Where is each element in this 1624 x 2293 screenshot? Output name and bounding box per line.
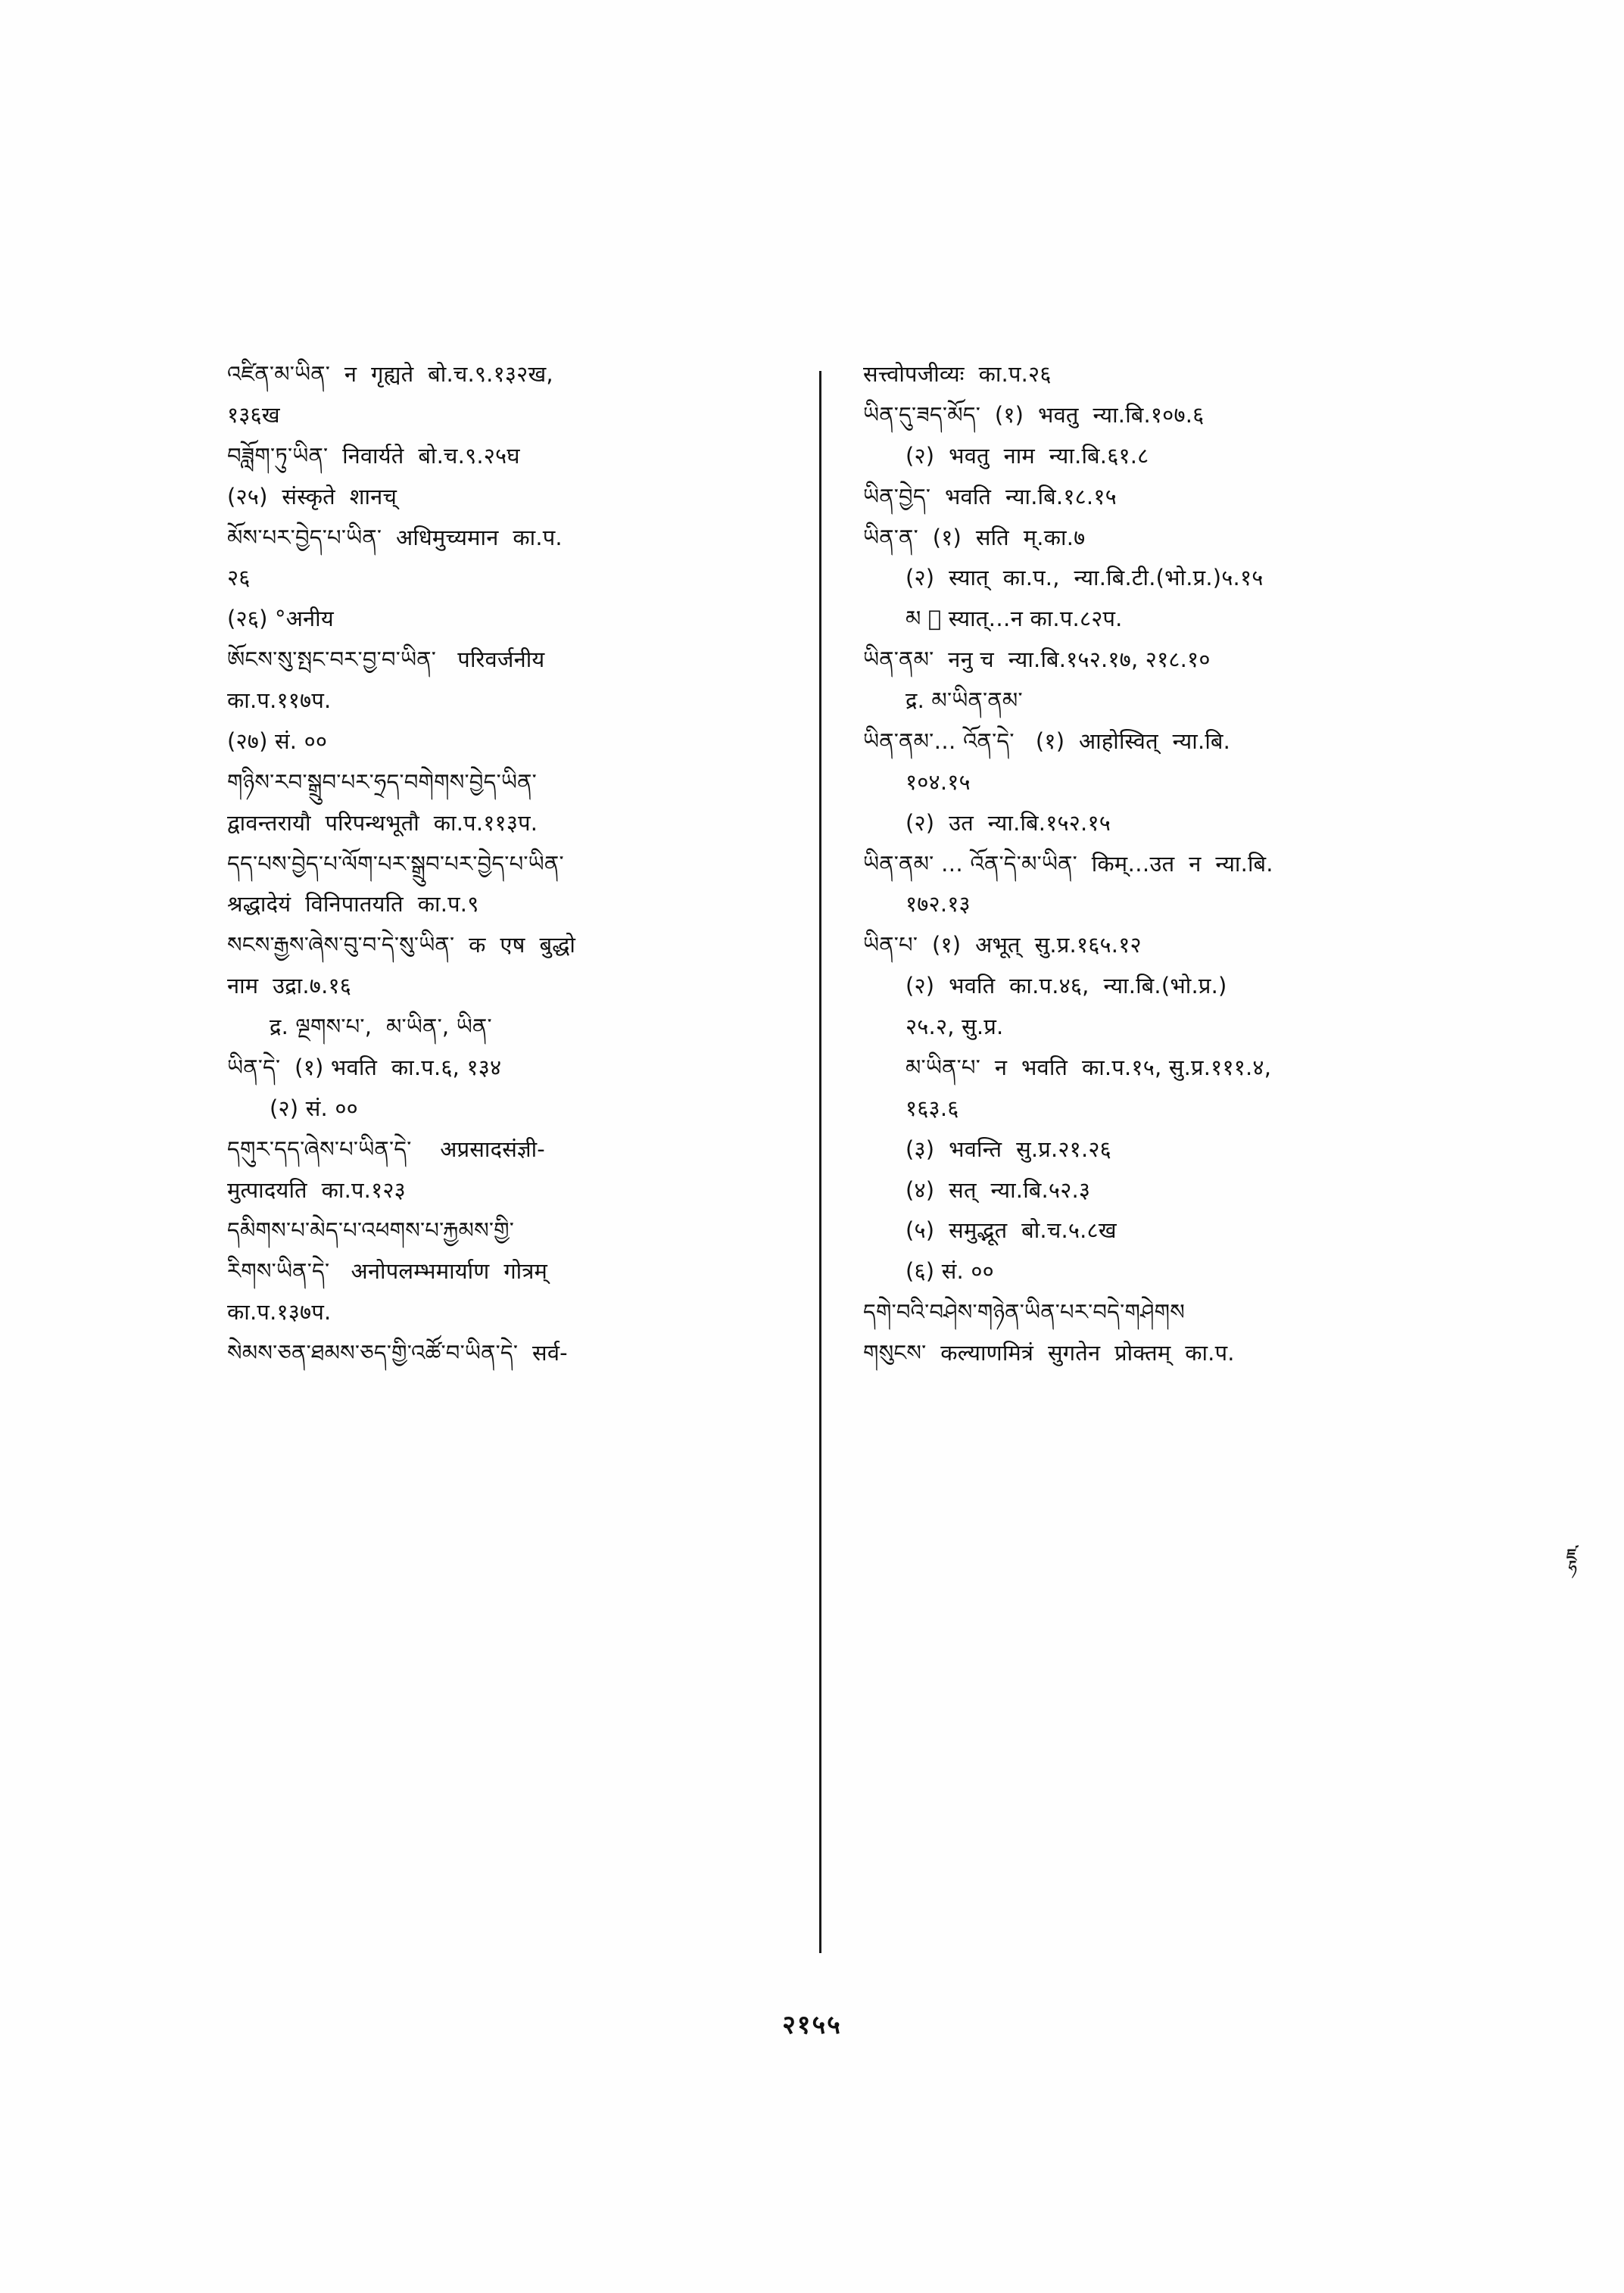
dictionary-entry bbox=[863, 1335, 1423, 1372]
entry-line: १७२.१३ bbox=[906, 891, 971, 918]
dictionary-entry bbox=[227, 846, 787, 883]
entry-line: नाम उद्रा.७.१६ bbox=[227, 973, 352, 999]
entry-line: (२७) सं. ०० bbox=[227, 727, 328, 754]
dictionary-entry bbox=[227, 1253, 787, 1291]
dictionary-entry bbox=[227, 764, 787, 802]
entry-line: དད་པས་བྱེད་པ་ལོག་པར་སྒྲུབ་པར་བྱེད་པ་ཡིན་ bbox=[227, 850, 564, 877]
entry-line: द्र. ལྔགས་པ་, མ་ཡིན་, ཡིན་ bbox=[270, 1014, 492, 1039]
dictionary-entry bbox=[227, 1131, 787, 1169]
dictionary-entry bbox=[863, 397, 1423, 435]
entry-line: (२५) संस्कृते शानच् bbox=[227, 483, 397, 509]
dictionary-entry bbox=[863, 1049, 1423, 1087]
entry-line: དགེ་བའི་བཤེས་གཉེན་ཡིན་པར་བདེ་གཤེགས bbox=[863, 1299, 1186, 1326]
dictionary-entry bbox=[227, 438, 787, 475]
entry-line: ཡིན་བྱེད་ भवति न्या.बि.१८.१५ bbox=[863, 483, 1117, 509]
entry-line: (२) स्यात् का.प., न्या.बि.टी.(भो.प्र.)५.१५ bbox=[906, 565, 1264, 591]
dictionary-entry bbox=[227, 519, 787, 557]
entry-line: མ་ཡིན་པ་ न भवति का.प.१५, सु.प्र.१११.४, bbox=[906, 1054, 1272, 1080]
entry-line: (३) भवन्ति सु.प्र.२१.२६ bbox=[906, 1136, 1111, 1162]
dictionary-entry bbox=[863, 764, 1423, 802]
entry-line: ཡིན་ནམ་ ननु च न्या.बि.१५२.१७, २१८.१० bbox=[863, 646, 1211, 673]
entry-line: (२) उत न्या.बि.१५२.१५ bbox=[906, 809, 1111, 836]
dictionary-entry bbox=[863, 805, 1423, 843]
dictionary-entry bbox=[863, 641, 1423, 679]
dictionary-entry bbox=[863, 927, 1423, 964]
entry-line: གཉིས་རབ་སྒྲུབ་པར་ཧྲད་བགེགས་བྱེད་ཡིན་ bbox=[227, 768, 537, 795]
dictionary-entry bbox=[863, 1253, 1423, 1291]
entry-line: དམིགས་པ་མེད་པ་འཕགས་པ་རྐྱམས་གྱི་ bbox=[227, 1217, 515, 1244]
entry-line: འཛིན་མ་ཡིན་ न गृह्यते बो.च.९.१३२ख, bbox=[227, 361, 553, 387]
dictionary-entry bbox=[863, 967, 1423, 1005]
dictionary-entry bbox=[227, 682, 787, 720]
dictionary-entry bbox=[227, 641, 787, 679]
entry-line: ཡིན་ནམ་ … འོན་དེ་མ་ཡིན་ किम्…उत न न्या.बि. bbox=[863, 850, 1273, 877]
entry-line: རིགས་ཡིན་དེ་ अनोपलम्भमार्याण गोत्रम् bbox=[227, 1258, 548, 1285]
dictionary-entry bbox=[863, 682, 1423, 720]
dictionary-entry bbox=[863, 846, 1423, 883]
dictionary-entry bbox=[863, 1090, 1423, 1128]
entry-line: ཡིན་དེ་ (१) भवति का.प.६, १३४ bbox=[227, 1054, 502, 1080]
entry-line: ཡིན་ནམ་… འོན་དེ་ (१) आहोस्वित् न्या.बि. bbox=[863, 727, 1231, 754]
dictionary-entry bbox=[227, 559, 787, 597]
entry-line: सत्त्वोपजीव्यः का.प.२६ bbox=[863, 361, 1052, 387]
entry-line: १३६ख bbox=[227, 401, 280, 428]
entry-line: སངས་རྒྱས་ཞེས་བུ་བ་དེ་སུ་ཡིན་ क एष बुद्धो bbox=[227, 932, 576, 958]
entry-line: སེམས་ཅན་ཐམས་ཅད་གྱི་འཚོ་བ་ཡིན་དེ་ सर्व- bbox=[227, 1340, 568, 1366]
entry-line: द्वावन्तरायौ परिपन्थभूतौ का.प.११३प. bbox=[227, 809, 538, 836]
dictionary-entry bbox=[227, 356, 787, 394]
dictionary-entry bbox=[227, 1090, 787, 1128]
entry-line: का.प.१३७प. bbox=[227, 1299, 332, 1326]
dictionary-entry bbox=[227, 600, 787, 638]
left-column bbox=[227, 356, 803, 1968]
right-column bbox=[848, 356, 1423, 1968]
entry-line: ཡིན་དུ་ཟད་མོད་ (१) भवतु न्या.बि.१०७.६ bbox=[863, 401, 1205, 428]
dictionary-entry bbox=[227, 478, 787, 516]
entry-line: (२) सं. ०० bbox=[270, 1095, 358, 1121]
dictionary-entry bbox=[227, 805, 787, 843]
entry-line: དགུར་དད་ཞེས་པ་ཡིན་དེ་ अप्रसादसंज्ञी- bbox=[227, 1136, 545, 1162]
dictionary-entry bbox=[227, 723, 787, 761]
dictionary-entry bbox=[227, 927, 787, 964]
dictionary-entry bbox=[227, 1049, 787, 1087]
dictionary-entry bbox=[227, 886, 787, 924]
entry-line: (२) भवतु नाम न्या.बि.६१.८ bbox=[906, 442, 1149, 469]
entry-line: १०४.१५ bbox=[906, 768, 971, 795]
entry-line: ཡིན་པ་ (१) अभूत् सु.प्र.१६५.१२ bbox=[863, 932, 1142, 958]
entry-line: मुत्पादयति का.प.१२३ bbox=[227, 1176, 406, 1203]
dictionary-entry bbox=[863, 559, 1423, 597]
dictionary-entry bbox=[227, 967, 787, 1005]
entry-line: द्र. མ་ཡིན་ནམ་ bbox=[906, 687, 1023, 713]
entry-line: श्रद्धादेयं विनिपातयति का.प.९ bbox=[227, 891, 479, 918]
dictionary-entry bbox=[863, 1131, 1423, 1169]
page-number: २१५५ bbox=[782, 2010, 842, 2040]
entry-line: २६ bbox=[227, 565, 251, 591]
entry-line: ཡིན་ན་ (१) सति म्.का.७ bbox=[863, 524, 1086, 550]
dictionary-entry bbox=[863, 1294, 1423, 1332]
dictionary-entry bbox=[863, 1172, 1423, 1210]
page-content bbox=[227, 356, 1423, 1968]
dictionary-entry bbox=[863, 438, 1423, 475]
entry-line: གསུངས་ कल्याणमित्रं सुगतेन प्रोक्तम् का.प. bbox=[863, 1340, 1235, 1366]
dictionary-entry bbox=[863, 478, 1423, 516]
entry-line: (२६) °अनीय bbox=[227, 606, 334, 632]
dictionary-entry bbox=[863, 723, 1423, 761]
margin-mark: ཛྷ bbox=[1566, 1544, 1577, 1572]
dictionary-entry bbox=[227, 1294, 787, 1332]
dictionary-entry bbox=[227, 1172, 787, 1210]
entry-line: མོས་པར་བྱེད་པ་ཡིན་ अधिमुच्यमान का.प. bbox=[227, 524, 563, 550]
dictionary-entry bbox=[863, 519, 1423, 557]
entry-line: ཨོངས་སུ་སྤང་བར་བྱ་བ་ཡིན་ परिवर्जनीय bbox=[227, 646, 545, 673]
dictionary-entry bbox=[863, 600, 1423, 638]
entry-line: (६) सं. ०० bbox=[906, 1258, 994, 1285]
entry-line: མ ᷍ स्यात्…न का.प.८२प. bbox=[906, 606, 1123, 632]
dictionary-entry bbox=[227, 1212, 787, 1250]
dictionary-entry bbox=[227, 1008, 787, 1046]
entry-line: (२) भवति का.प.४६, न्या.बि.(भो.प्र.) bbox=[906, 973, 1227, 999]
entry-line: (४) सत् न्या.बि.५२.३ bbox=[906, 1176, 1091, 1203]
dictionary-entry bbox=[863, 1212, 1423, 1250]
entry-line: བཟློག་ཏུ་ཡིན་ निवार्यते बो.च.९.२५घ bbox=[227, 442, 520, 469]
entry-line: (५) समुद्भूत बो.च.५.८ख bbox=[906, 1217, 1117, 1244]
dictionary-entry bbox=[863, 356, 1423, 394]
dictionary-entry bbox=[863, 1008, 1423, 1046]
dictionary-entry bbox=[227, 1335, 787, 1372]
entry-line: २५.२, सु.प्र. bbox=[906, 1014, 1004, 1039]
entry-line: १६३.६ bbox=[906, 1095, 959, 1121]
dictionary-entry bbox=[863, 886, 1423, 924]
entry-line: का.प.११७प. bbox=[227, 687, 332, 713]
dictionary-entry bbox=[227, 397, 787, 435]
